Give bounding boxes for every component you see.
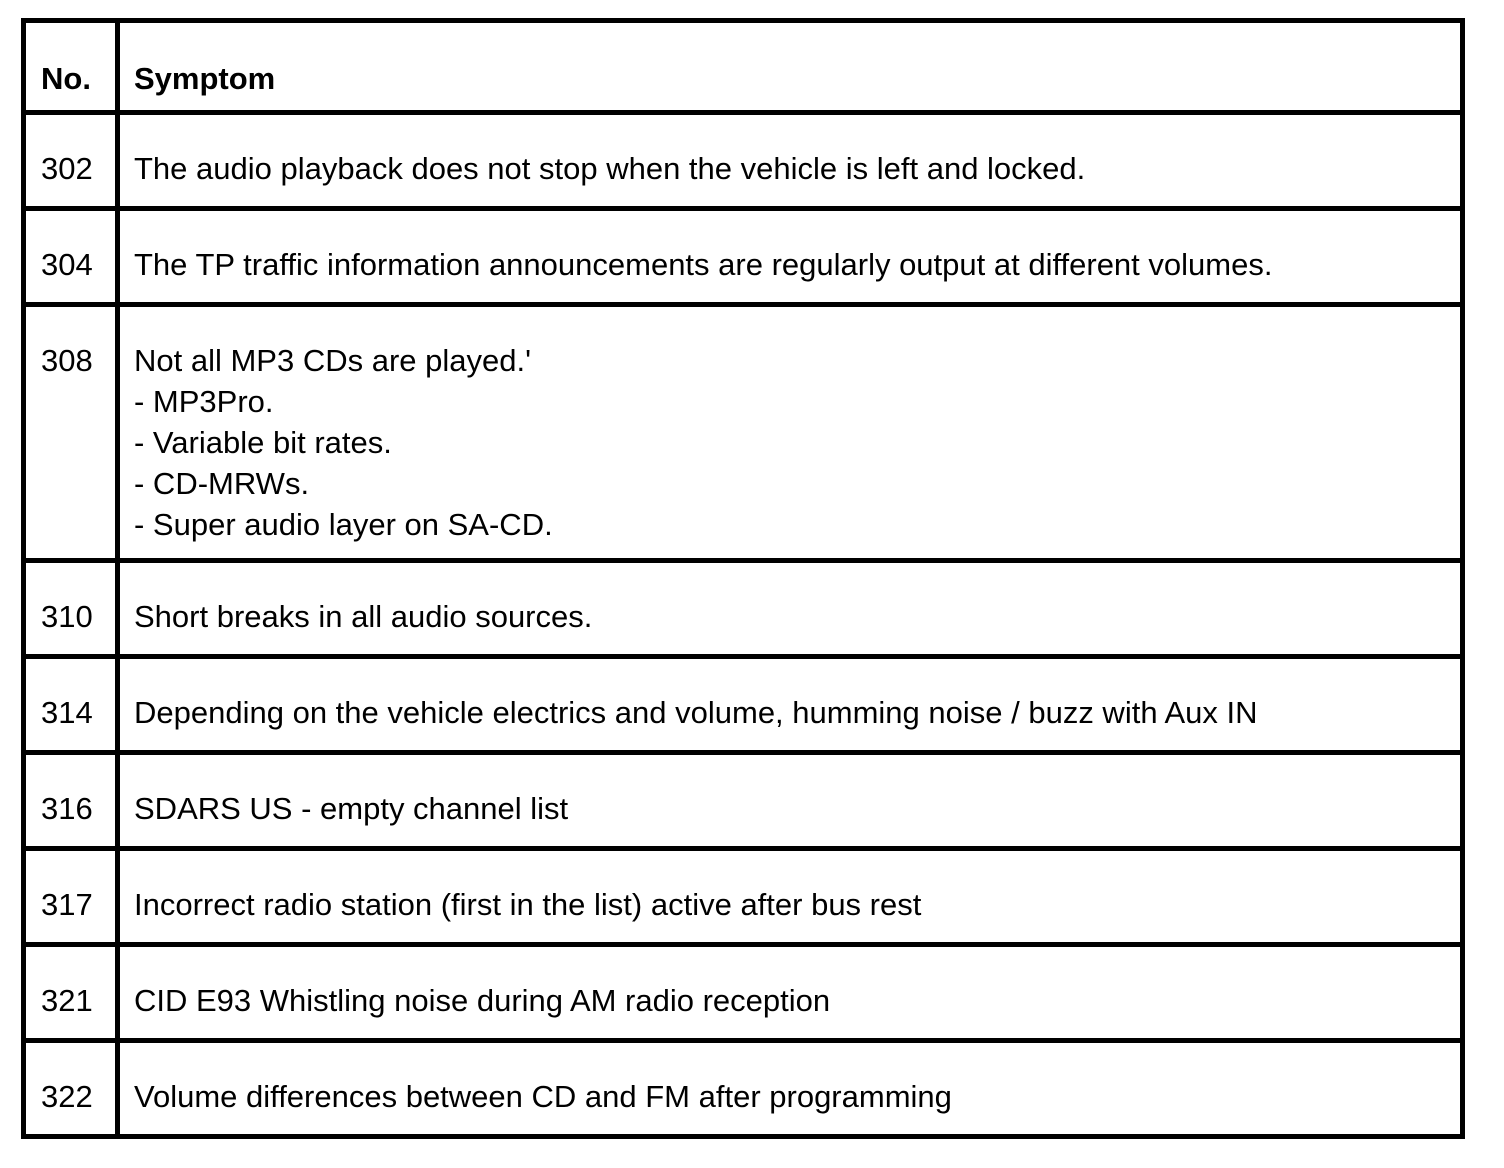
table-row xyxy=(24,657,1463,753)
symptom-line: Not all MP3 CDs are played.' xyxy=(134,343,532,378)
row-number: 314 xyxy=(24,657,118,753)
row-symptom xyxy=(118,1041,1463,1137)
symptom-line: CID E93 Whistling noise during AM radio reception xyxy=(134,983,831,1018)
table-row xyxy=(24,849,1463,945)
symptom-table xyxy=(21,18,1465,1139)
table-row xyxy=(24,753,1463,849)
row-number: 310 xyxy=(24,561,118,657)
table-row xyxy=(24,209,1463,305)
table-row xyxy=(24,945,1463,1041)
row-symptom xyxy=(118,561,1463,657)
table-row xyxy=(24,561,1463,657)
symptom-line: - CD-MRWs. xyxy=(134,466,310,501)
symptom-line: Depending on the vehicle electrics and volume, humming noise / buzz with Aux IN xyxy=(134,695,1258,730)
symptom-line: The audio playback does not stop when the vehicle is left and locked. xyxy=(134,151,1086,186)
header-symptom: Symptom xyxy=(118,21,1463,113)
row-symptom xyxy=(118,305,1463,561)
row-symptom xyxy=(118,209,1463,305)
row-number: 321 xyxy=(24,945,118,1041)
row-symptom xyxy=(118,945,1463,1041)
row-number: 302 xyxy=(24,113,118,209)
row-symptom xyxy=(118,113,1463,209)
table-row xyxy=(24,113,1463,209)
row-number: 308 xyxy=(24,305,118,561)
symptom-line: - Super audio layer on SA-CD. xyxy=(134,507,553,542)
row-number: 304 xyxy=(24,209,118,305)
row-symptom xyxy=(118,753,1463,849)
symptom-line: - Variable bit rates. xyxy=(134,425,392,460)
row-number: 316 xyxy=(24,753,118,849)
table-row xyxy=(24,305,1463,561)
table-row xyxy=(24,1041,1463,1137)
row-number: 322 xyxy=(24,1041,118,1137)
symptom-line: SDARS US - empty channel list xyxy=(134,791,569,826)
table-header-row xyxy=(24,21,1463,113)
symptom-line: The TP traffic information announcements are regularly output at different volumes. xyxy=(134,247,1273,282)
symptom-line: - MP3Pro. xyxy=(134,384,274,419)
symptom-line: Volume differences between CD and FM after programming xyxy=(134,1079,952,1114)
row-number: 317 xyxy=(24,849,118,945)
row-symptom xyxy=(118,657,1463,753)
symptom-line: Short breaks in all audio sources. xyxy=(134,599,593,634)
symptom-line: Incorrect radio station (first in the list) active after bus rest xyxy=(134,887,922,922)
header-no: No. xyxy=(24,21,118,113)
row-symptom xyxy=(118,849,1463,945)
